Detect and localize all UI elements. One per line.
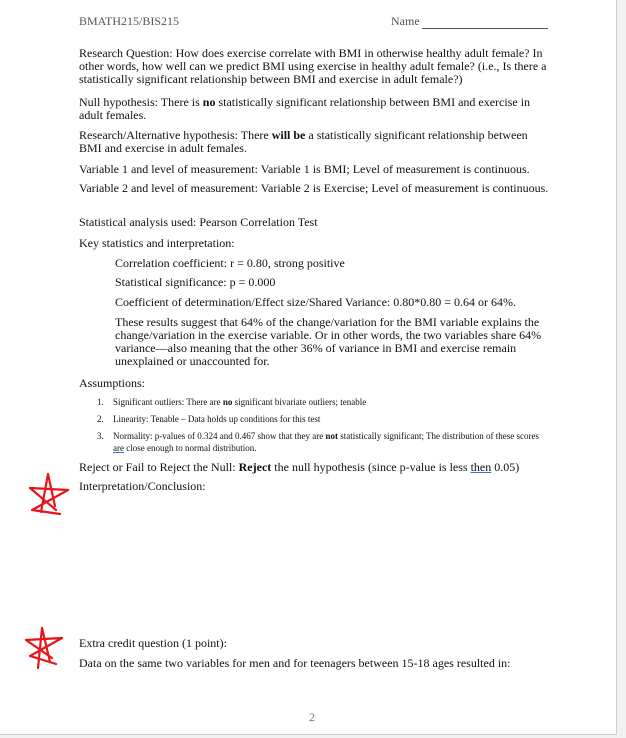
key-stats-heading: Key statistics and interpretation: [79, 236, 235, 250]
results-interpretation: These results suggest that 64% of the change/variation for the BMI variable explains the change/variation in the exercise variable. Or in other words, the two variables share 64% variance—also meaning that the other 36% of variance in BMI and exercise remain unexplained or unaccounted for. [115, 315, 542, 368]
variable-1: Variable 1 and level of measurement: Variable 1 is BMI; Level of measurement is continuous. [79, 162, 530, 176]
alt-hyp-post: a statistically significant relationship between BMI and exercise in adult females. [79, 128, 528, 155]
null-hyp-bold: no [202, 95, 216, 109]
star-annotation-icon [22, 470, 74, 518]
alt-hypothesis [79, 129, 549, 155]
research-question: Research Question: How does exercise correlate with BMI in otherwise healthy adult female? In other words, how well can we predict BMI using exercise in healthy adult female? (i.e., Is there a statistically significant relationship between BMI and exercise in adult female?) [79, 46, 547, 86]
assumption-text: Significant outliers: There are no significant bivariate outliers; tenable [113, 397, 367, 407]
coefficient-determination: Coefficient of determination/Effect size/Shared Variance: 0.80*0.80 = 0.64 or 64%. [115, 295, 516, 309]
extra-credit-label: Extra credit question (1 point): [79, 636, 227, 650]
assumption-number: 2. [97, 414, 104, 424]
null-hyp-post: statistically significant relationship between BMI and exercise in adult females. [79, 95, 531, 122]
variable-2: Variable 2 and level of measurement: Variable 2 is Exercise; Level of measurement is continuous. [79, 181, 549, 195]
assumption-text: Normality: p-values of 0.324 and 0.467 show that they are not statistically significant; The distribution of these scores are close enough to normal distribution. [113, 431, 540, 453]
page-number: 2 [309, 710, 315, 724]
statistical-significance: Statistical significance: p = 0.000 [115, 275, 276, 289]
assumption-text: Linearity: Tenable – Data holds up conditions for this test [113, 414, 321, 424]
assumption-number: 3. [97, 431, 104, 441]
star-annotation-icon [22, 624, 66, 672]
course-code: BMATH215/BIS215 [79, 14, 180, 28]
null-hyp-pre: Null hypothesis: There is [79, 95, 203, 109]
extra-credit-text: Data on the same two variables for men and for teenagers between 15-18 ages resulted in: [79, 656, 511, 670]
statistical-analysis: Statistical analysis used: Pearson Correlation Test [79, 215, 318, 229]
assumption-number: 1. [97, 397, 104, 407]
alt-hyp-pre: Research/Alternative hypothesis: There [79, 128, 272, 142]
alt-hyp-bold: will be [271, 128, 306, 142]
assumptions-heading: Assumptions: [79, 376, 146, 390]
name-field [391, 14, 548, 29]
name-blank-line [422, 17, 548, 29]
name-label: Name [391, 14, 420, 28]
reject-null: Reject or Fail to Reject the Null: Reject the null hypothesis (since p-value is less then 0.05) [79, 460, 520, 474]
conclusion-label: Interpretation/Conclusion: [79, 479, 206, 493]
null-hypothesis [79, 96, 549, 122]
correlation-coefficient: Correlation coefficient: r = 0.80, strong positive [115, 256, 345, 270]
